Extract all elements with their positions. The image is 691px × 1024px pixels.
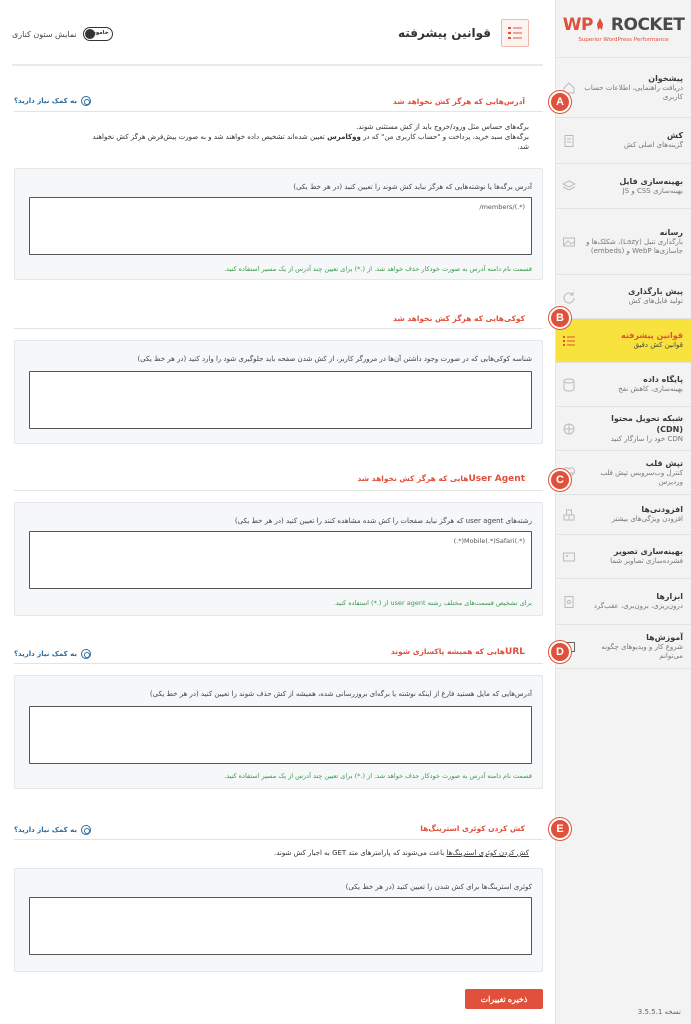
callout-badge-d: D bbox=[549, 641, 571, 663]
section-a-description bbox=[93, 122, 529, 152]
toggle-label: نمایش ستون کناری bbox=[12, 29, 77, 39]
list-icon bbox=[562, 334, 576, 348]
sidebar-item-desc: فشرده‌سازی تصاویر شما bbox=[610, 557, 683, 566]
sidebar-item-title: پیشخوان bbox=[648, 73, 683, 83]
never-cache-user-agents-textarea[interactable]: (.*)Mobile(.*)Safari(.*) bbox=[29, 531, 532, 589]
sidebar-item-11[interactable] bbox=[556, 579, 691, 625]
sidebar-item-desc: درون‌ریزی، برون‌بری، عقب‌گرد bbox=[593, 602, 683, 611]
logo-wp-text: WP bbox=[562, 14, 593, 35]
section-title-never-cache-urls: آدرس‌هایی که هرگز کش نخواهد شد bbox=[392, 97, 525, 106]
sidebar-item-title: آموزش‌ها bbox=[646, 632, 683, 642]
sidebar-item-desc: کنترل وب‌سرویس تپش قلب وردپرس bbox=[600, 468, 683, 486]
sidebar-item-3[interactable] bbox=[556, 209, 691, 275]
sidebar-item-desc: CDN خود را سازگار کنید bbox=[610, 434, 683, 443]
sidebar-item-title: پیش بارگذاری bbox=[628, 287, 683, 297]
never-cache-urls-box bbox=[14, 168, 543, 280]
sidebar-item-desc: دریافت راهنمایی، اطلاعات حساب کاربری bbox=[584, 83, 683, 101]
sidebar-item-title: شبکه تحویل محتوا (CDN) bbox=[611, 413, 683, 434]
desc-text: برگه‌های سبد خرید، پرداخت و "حساب کاربری من" که در bbox=[363, 133, 529, 141]
field-label: رشته‌های user agent که هرگز نباید صفحات را کش شده مشاهده کنند را تعیین کنید (در هر خط یکی) bbox=[234, 517, 532, 525]
sidebar-item-desc: شروع کار و ویدیوهای چگونه می‌توانم bbox=[601, 642, 683, 660]
section-e-description bbox=[274, 848, 529, 858]
sidebar-item-9[interactable] bbox=[556, 495, 691, 535]
help-icon bbox=[81, 96, 91, 106]
help-link-a[interactable] bbox=[14, 96, 91, 106]
query-strings-link[interactable]: کش کردن کوئری استرینگ‌ها bbox=[446, 849, 529, 857]
field-label: آدرس‌هایی که مایل هستید فارغ از اینکه نوشته یا برگه‌ای بروزرسانی شده، همیشه از کش حذف شوند را تعیین کنید (در هر خط یکی) bbox=[149, 690, 532, 698]
never-cache-urls-textarea[interactable]: /members/(.*) bbox=[29, 197, 532, 255]
sidebar-item-6[interactable] bbox=[556, 363, 691, 407]
file-icon bbox=[562, 134, 576, 148]
section-title-never-cache-cookies: کوکی‌هایی که هرگز کش نخواهد شد bbox=[393, 314, 525, 323]
title-prefix: User Agent bbox=[468, 474, 525, 484]
sidebar-item-title: افزودنی‌ها bbox=[641, 505, 683, 515]
callout-badge-e: E bbox=[549, 818, 571, 840]
sidebar-item-7[interactable] bbox=[556, 407, 691, 451]
help-link-e[interactable] bbox=[14, 825, 91, 835]
refresh-icon bbox=[562, 290, 576, 304]
sidebar-item-text bbox=[580, 458, 683, 488]
page-title: قوانین پیشرفته bbox=[398, 26, 491, 40]
sidebar-item-desc: قوانین کش دقیق bbox=[633, 341, 683, 350]
sidebar-item-text bbox=[580, 227, 683, 257]
section-title-cache-query-strings: کش کردن کوئری استرینگ‌ها bbox=[420, 824, 525, 833]
desc-text: باعث می‌شوند که پارامترهای متد GET به اجبار کش شوند. bbox=[273, 849, 445, 857]
field-hint: برای تشخیص قسمت‌های مختلف رشته user agent از (.*) استفاده کنید. bbox=[333, 599, 532, 607]
sidebar-item-text bbox=[580, 286, 683, 307]
sidebar-item-title: بهینه‌سازی تصویر bbox=[613, 547, 683, 557]
layers-icon bbox=[562, 179, 576, 193]
sidebar-item-10[interactable] bbox=[556, 535, 691, 579]
sidebar-item-title: کش bbox=[667, 131, 683, 141]
sidebar-item-title: تپش قلب bbox=[645, 458, 683, 468]
sidebar-item-desc: بارگذاری تنبل (Lazy)، شکلک‌ها و جاسازی‌ها WebP و (embeds) bbox=[586, 237, 683, 255]
help-link-d[interactable] bbox=[14, 649, 91, 659]
image-icon bbox=[562, 235, 576, 249]
sidebar-item-text bbox=[580, 546, 683, 567]
help-icon bbox=[81, 825, 91, 835]
help-link-label: به کمک نیاز دارید؟ bbox=[14, 97, 78, 105]
rocket-mark-icon bbox=[595, 18, 605, 32]
sidebar-item-desc: بهینه‌سازی CSS و JS bbox=[622, 186, 683, 195]
help-icon bbox=[81, 649, 91, 659]
never-cache-cookies-textarea[interactable] bbox=[29, 371, 532, 429]
always-purge-urls-box bbox=[14, 675, 543, 789]
sidebar-item-text bbox=[580, 374, 683, 395]
title-text: هایی که همیشه پاکسازی شوند bbox=[390, 647, 506, 656]
field-hint: قسمت نام دامنه آدرس به صورت خودکار حذف خواهد شد. از (.*) برای تعیین چند آدرس از یک مسیر استفاده کنید. bbox=[224, 772, 532, 780]
sidebar-item-4[interactable] bbox=[556, 275, 691, 319]
section-title-always-purge-urls bbox=[391, 647, 525, 657]
sidebar-item-1[interactable] bbox=[556, 118, 691, 164]
wp-rocket-logo[interactable] bbox=[556, 0, 691, 58]
sidebar-item-text bbox=[580, 413, 683, 445]
always-purge-urls-textarea[interactable] bbox=[29, 706, 532, 764]
sidebar-item-5[interactable] bbox=[556, 319, 691, 363]
tools-icon bbox=[562, 595, 576, 609]
desc-line: شد. bbox=[517, 143, 529, 151]
desc-line bbox=[93, 132, 529, 142]
sidebar-item-title: بهینه‌سازی فایل bbox=[619, 176, 683, 186]
sidebar-item-desc: گزینه‌های اصلی کش bbox=[623, 141, 683, 150]
sidebar-toggle[interactable] bbox=[83, 27, 113, 41]
database-icon bbox=[562, 378, 576, 392]
sidebar-item-text bbox=[580, 130, 683, 151]
help-link-label: به کمک نیاز دارید؟ bbox=[14, 826, 78, 834]
sidebar-item-title: پایگاه داده bbox=[643, 375, 683, 385]
sidebar-toggle-group bbox=[12, 27, 113, 41]
sidebar-item-8[interactable] bbox=[556, 451, 691, 495]
section-title-never-cache-user-agents bbox=[357, 474, 525, 484]
field-label: کوئری استرینگ‌ها برای کش شدن را تعیین کنید (در هر خط یکی) bbox=[345, 883, 532, 891]
title-prefix: URL bbox=[505, 647, 525, 657]
section-divider bbox=[14, 328, 543, 329]
toggle-state: خاموش bbox=[88, 30, 109, 36]
sidebar-item-desc: افزودن ویژگی‌های بیشتر bbox=[611, 515, 683, 524]
title-text: هایی که هرگز کش نخواهد شد bbox=[357, 474, 469, 483]
save-changes-button[interactable]: ذخیره تغییرات bbox=[465, 989, 543, 1009]
woocommerce-link[interactable]: ووکامرس bbox=[327, 133, 361, 141]
field-hint: قسمت نام دامنه آدرس به صورت خودکار حذف خواهد شد. از (.*) برای تعیین چند آدرس از یک مسیر استفاده کنید. bbox=[224, 265, 532, 273]
sidebar-item-title: رسانه bbox=[659, 227, 683, 237]
logo-rocket-text: ROCKET bbox=[610, 14, 685, 35]
sidebar-item-title: ابزارها bbox=[656, 592, 683, 602]
section-divider bbox=[14, 663, 543, 664]
help-link-label: به کمک نیاز دارید؟ bbox=[14, 650, 78, 658]
desc-text: تعیین شده‌اند تشخیص داده خواهند شد و به صورت پیش‌فرض هرگز کش نخواهند bbox=[92, 133, 325, 141]
sidebar-item-text bbox=[580, 330, 683, 351]
callout-badge-b: B bbox=[549, 307, 571, 329]
page-header bbox=[12, 0, 543, 66]
sidebar-item-text bbox=[580, 73, 683, 103]
image-opt-icon bbox=[562, 550, 576, 564]
sidebar-item-0[interactable] bbox=[556, 58, 691, 118]
sidebar-item-text bbox=[580, 504, 683, 525]
field-label: آدرس برگه‌ها یا نوشته‌هایی که هرگز نباید کش شوند را تعیین کنید (در هر خط یکی) bbox=[293, 183, 532, 191]
cache-query-strings-box bbox=[14, 868, 543, 972]
callout-badge-a: A bbox=[549, 91, 571, 113]
sidebar-item-text bbox=[580, 591, 683, 612]
section-divider bbox=[14, 839, 543, 840]
section-divider bbox=[14, 111, 543, 112]
callout-badge-c: C bbox=[549, 469, 571, 491]
sidebar-item-2[interactable] bbox=[556, 164, 691, 209]
sidebar-item-title: قوانین پیشرفته bbox=[621, 331, 683, 341]
sidebar-item-desc: تولید فایل‌های کش bbox=[628, 297, 683, 306]
sidebar-item-desc: بهینه‌سازی، کاهش نفخ bbox=[618, 385, 683, 394]
version-label: نسخه 3.5.5.1 bbox=[637, 1008, 681, 1016]
field-label: شناسه کوکی‌هایی که در صورت وجود داشتن آن‌ها در مرورگر کاربر، از کش شدن صفحه باید جلوگیری شود را وارد کنید (در هر خط یکی) bbox=[137, 355, 532, 363]
logo-tagline: Superior WordPress Performance bbox=[578, 36, 669, 43]
addons-icon bbox=[562, 508, 576, 522]
sidebar-item-12[interactable] bbox=[556, 625, 691, 669]
never-cache-cookies-box bbox=[14, 340, 543, 444]
list-icon bbox=[501, 19, 529, 47]
section-divider bbox=[14, 490, 543, 491]
never-cache-user-agents-box bbox=[14, 502, 543, 616]
sidebar bbox=[555, 0, 691, 1024]
cache-query-strings-textarea[interactable] bbox=[29, 897, 532, 955]
sidebar-item-text bbox=[580, 632, 683, 662]
cdn-icon bbox=[562, 422, 576, 436]
sidebar-item-text bbox=[580, 176, 683, 197]
desc-line: برگه‌های حساس مثل ورود/خروج باید از کش مستثنی شوند. bbox=[356, 123, 529, 131]
